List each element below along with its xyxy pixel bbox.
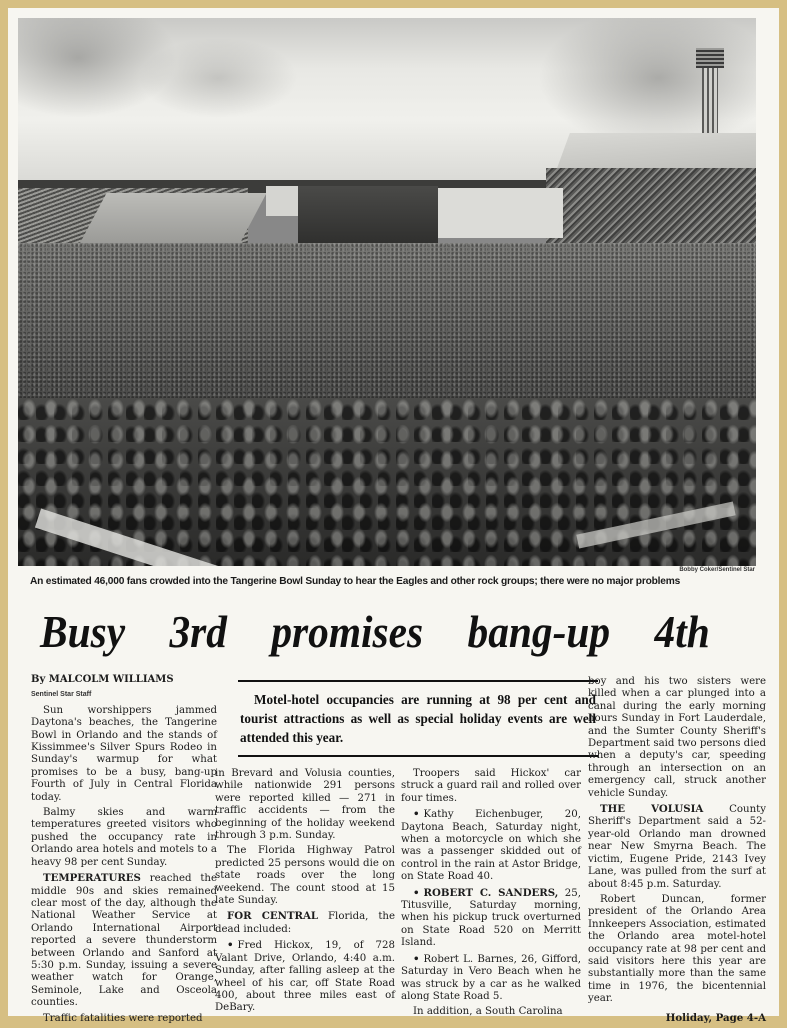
paragraph — [401, 808, 581, 883]
paragraph: in Brevard and Volusia counties, while nationwide 291 persons were reported killed — 271 in traffic accidents — from the beginning of the holiday weekend through 3 p.m. Sunday. — [215, 768, 395, 842]
article-column-2 — [215, 768, 395, 1018]
paragraph-text: Fred Hickox, 19, of 728 Valant Drive, Orlando, 4:40 a.m. Sunday, after falling asleep at the wheel of his car, off State Road 400, about three miles east of DeBary. — [215, 940, 395, 1014]
photo-light-tower-head — [696, 48, 724, 68]
headline-word: Busy — [40, 607, 126, 657]
paragraph: boy and his two sisters were killed when a car plunged into a canal during the early morning hours Sunday in Fort Lauderdale, and the Sumter County Sheriff's Department said two persons died when a deputy's car, speeding through an intersection on an emergency call, struck another vehicle Sunday. — [588, 676, 766, 799]
paragraph: Sun worshippers jammed Daytona's beaches, the Tangerine Bowl in Orlando and the stands of Kissimmee's Silver Spurs Rodeo in Sunday's warmup for what promises to be a busy, bang-up Fourth of July in Central Florida today. — [31, 704, 217, 803]
photo-credit: Bobby Coker/Sentinel Star — [679, 567, 755, 573]
article-column-1 — [31, 674, 217, 1028]
paragraph — [588, 803, 766, 891]
pull-quote — [238, 680, 598, 757]
headline-word: promises — [271, 607, 424, 657]
paragraph-text: Florida, the dead included: — [215, 911, 395, 935]
paragraph — [401, 953, 581, 1004]
paragraph: Robert Duncan, former president of the Orlando Area Innkeepers Association, estimated the Orlando area motel-hotel occupancy rate at 98 per cent and said visitors here this year are substantially more than the same time in 1976, the bicentennial year. — [588, 893, 766, 1005]
headline-word: 3rd — [169, 607, 227, 657]
bullet-icon: • — [413, 808, 420, 821]
paragraph — [31, 872, 217, 1009]
paragraph-text: County Sheriff's Department said a 52-year-old Orlando man drowned near New Smyrna Beach. The victim, Eugene Pride, 2143 Ivey Lane, was pulled from the surf at about 8:45 p.m. Saturday. — [588, 804, 766, 890]
article-column-4 — [588, 676, 766, 1024]
paragraph-text: Robert L. Barnes, 26, Gifford, Saturday in Vero Beach when he was struck by a car as he walked along State Road 5. — [401, 953, 581, 1002]
paragraph-lead: FOR CENTRAL — [227, 910, 319, 923]
photo-wall — [423, 188, 563, 238]
photo-cloud — [138, 38, 298, 118]
pull-quote-text: Motel-hotel occupancies are running at 98 per cent and tourist attractions as well as special holiday events are well attended this year. — [240, 692, 596, 745]
byline-author: By MALCOLM WILLIAMS — [31, 674, 174, 685]
photo-grandstand-roof — [556, 133, 756, 171]
bullet-icon: • — [413, 886, 420, 899]
headline-word: 4th — [654, 607, 710, 657]
paragraph: Traffic fatalities were reported — [43, 1012, 203, 1024]
photo-light-tower — [702, 58, 718, 136]
newspaper-page — [8, 8, 779, 1024]
paragraph-lead: THE VOLUSIA — [600, 803, 704, 816]
bullet-icon: • — [227, 939, 234, 952]
paragraph — [215, 939, 395, 1014]
byline-affiliation: Sentinel Star Staff — [31, 691, 92, 699]
bullet-icon: • — [413, 952, 420, 965]
paragraph — [401, 887, 581, 950]
paragraph-text: 25, Titusville, Saturday morning, when his pickup truck overturned on State Road 520 on Merritt Island. — [401, 887, 581, 949]
stadium-crowd-photo — [18, 18, 756, 566]
continued-on-page-link[interactable]: Holiday, Page 4-A — [665, 1011, 766, 1024]
photo-caption: An estimated 46,000 fans crowded into the Tangerine Bowl Sunday to hear the Eagles and other rock groups; there were no major problems — [30, 576, 681, 587]
paragraph: The Florida Highway Patrol predicted 25 persons would die on state roads over the long weekend. The count stood at 15 late Sunday. — [215, 845, 395, 907]
paragraph-lead: ROBERT C. SANDERS, — [423, 886, 559, 899]
paragraph: In addition, a South Carolina — [413, 1006, 563, 1018]
paragraph-text: reached the middle 90s and skies remained clear most of the day, although the National Weather Service at Orlando International Airport reported a severe thunderstorm between Orlando and Sanford at 5:30 p.m. Sunday, issuing a severe weather watch for Orange, Seminole, Lake and Osceola counties. — [31, 873, 217, 1009]
headline — [40, 606, 767, 658]
paragraph: Balmy skies and warm temperatures greeted visitors who pushed the occupancy rate in Orlando area hotels and motels to a heavy 98 per cent Sunday. — [31, 807, 217, 868]
article-column-3 — [401, 768, 581, 1022]
headline-word: bang-up — [467, 607, 611, 657]
paragraph: Troopers said Hickox' car struck a guard rail and rolled over four times. — [401, 768, 581, 804]
paragraph-text: Kathy Eichenbuger, 20, Daytona Beach, Saturday night, when a motorcycle on which she was a passenger skidded out of control in the rain at Astor Bridge, on State Road 40. — [401, 809, 581, 883]
paragraph-lead: TEMPERATURES — [43, 872, 141, 885]
paragraph — [215, 910, 395, 936]
